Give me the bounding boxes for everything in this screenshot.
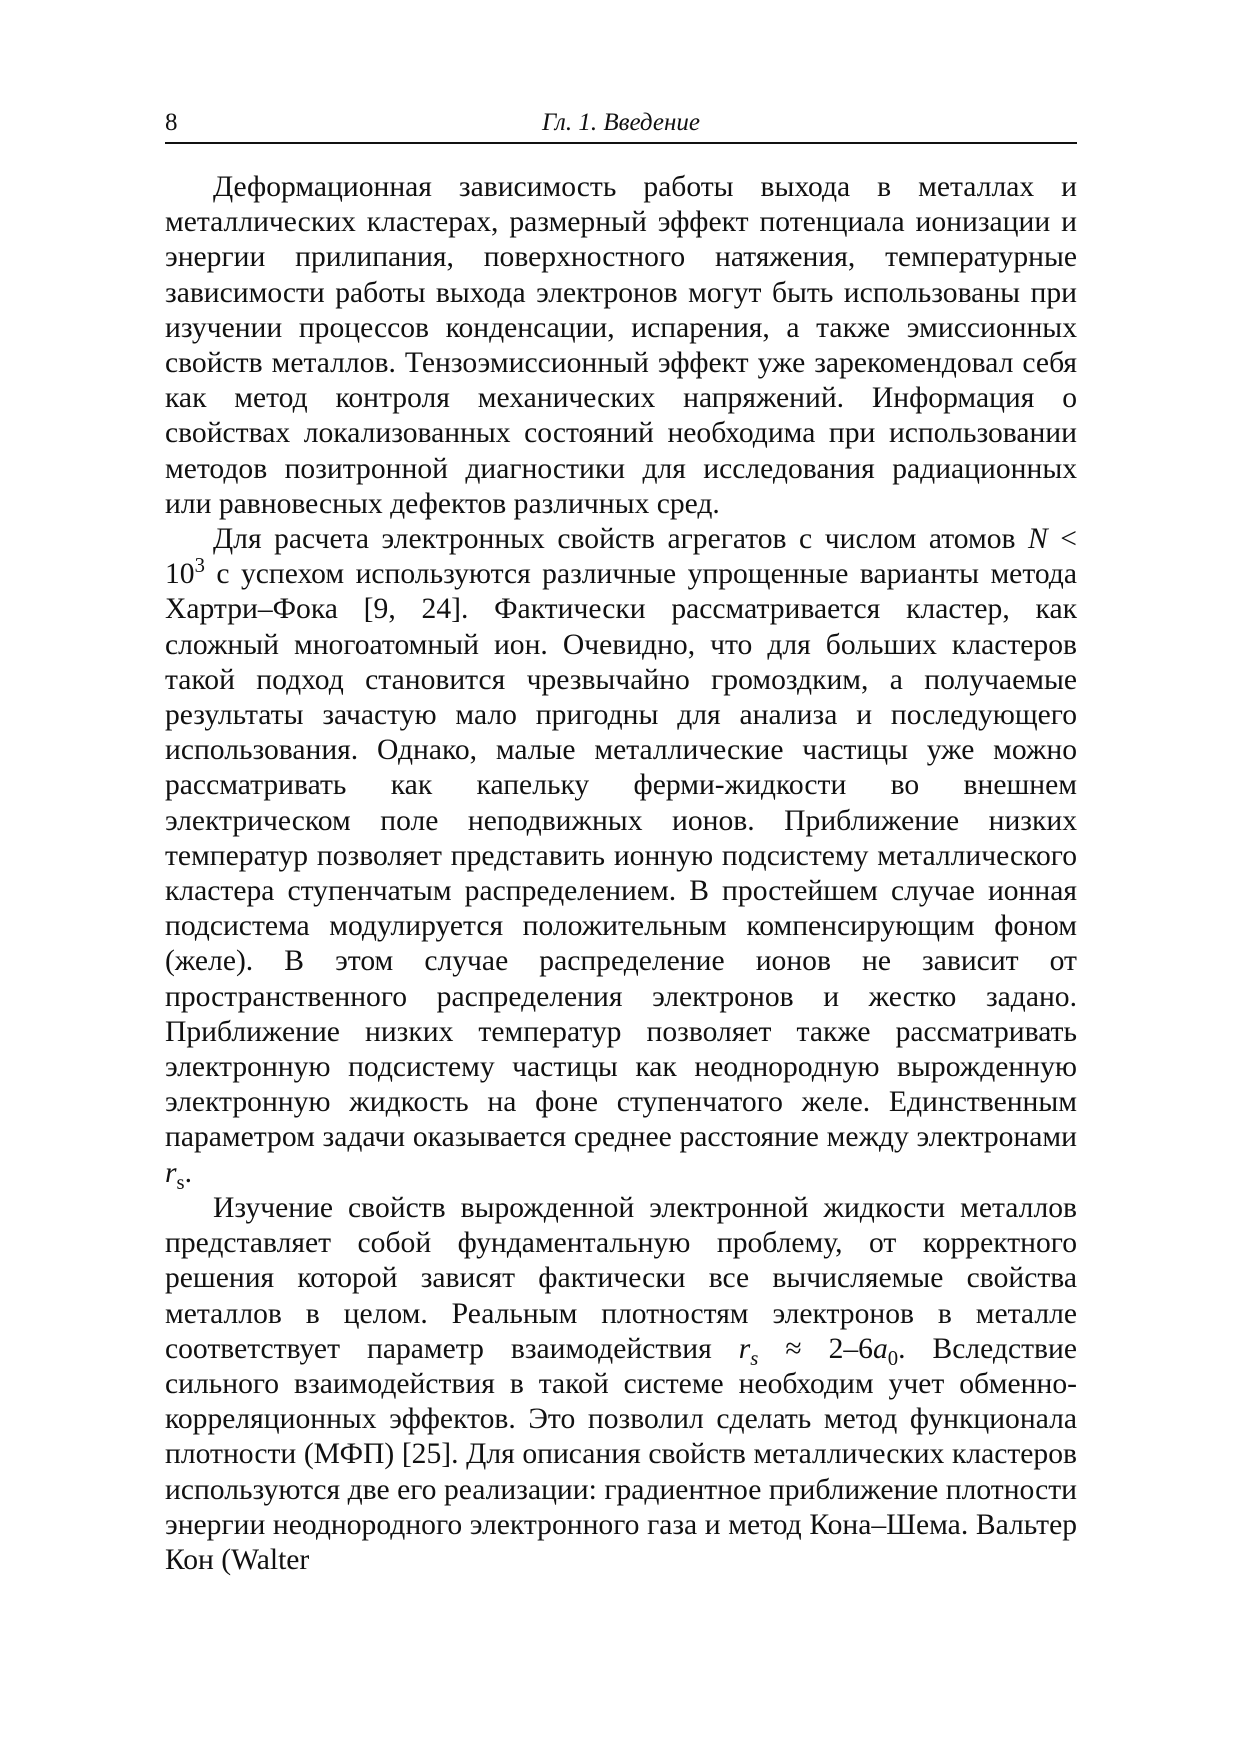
paragraph-text: Изучение свойств вырожденной электронной жидкости металлов представляет собой фундаментальную проблему, от корректного решения которой зависят фактически все вычисляемые свойства металлов в целом. Реальным плотностям электронов в металле соответствует параметр взаимодействия <box>165 1191 1077 1365</box>
math-variable: N <box>1028 523 1048 556</box>
paragraph-text: Для расчета электронных свойств агрегатов с числом атомов <box>213 523 1029 556</box>
paragraph-text: . Вследствие сильного взаимодействия в такой системе необходим учет обменно-корреляционных эффектов. Это позволил сделать метод функционала плотности (МФП) [25]. Для описания свойств металлических кластеров используются две его реализации: градиентное приближение плотности энергии неоднородного электронного газа и метод Кона–Шема. Вальтер Кон (Walter <box>165 1332 1078 1576</box>
math-expression: ≈ 2–6 <box>758 1332 873 1365</box>
math-variable: r <box>738 1332 751 1365</box>
math-subscript: s <box>176 1171 185 1194</box>
math-variable: r <box>165 1156 177 1189</box>
paragraph: Деформационная зависимость работы выхода в металлах и металлических кластерах, размерный эффект потенциала ионизации и энергии прилипания, поверхностного натяжения, температурные зависимости работы выхода электронов могут быть использованы при изучении процессов конденсации, испарения, а также эмиссионных свойств металлов. Тензоэмиссионный эффект уже зарекомендовал себя как метод контроля механических напряжений. Информация о свойствах локализованных состояний необходима при использовании методов позитронной диагностики для исследования радиационных или равновесных дефектов различных сред. <box>165 171 1077 520</box>
math-subscript: s <box>750 1347 759 1370</box>
page-number: 8 <box>165 109 178 136</box>
page <box>165 108 1077 1578</box>
math-expression: < 10 <box>165 523 1077 591</box>
chapter-title: Гл. 1. Введение <box>542 109 700 136</box>
paragraph <box>165 522 1077 1194</box>
math-subscript: 0 <box>887 1347 899 1370</box>
running-header <box>165 108 1077 144</box>
math-variable: a <box>872 1332 888 1365</box>
math-exponent: 3 <box>194 555 205 578</box>
paragraph-text: с успехом используются различные упрощенные варианты метода Хартри–Фока [9, 24]. Фактически рассматривается кластер, как сложный многоатомный ион. Очевидно, что для больших кластеров такой подход становится чрезвычайно громоздким, а получаемые результаты зачастую мало пригодны для анализа и последующего использования. Однако, малые металлические частицы уже можно рассматривать как капельку ферми-жидкости во внешнем электрическом поле неподвижных ионов. Приближение низких температур позволяет представить ионную подсистему металлического кластера ступенчатым распределением. В простейшем случае ионная подсистема модулируется положительным компенсирующим фоном (желе). В этом случае распределение ионов не зависит от пространственного распределения электронов и жестко задано. Приближение низких температур позволяет также рассматривать электронную подсистему частицы как неоднородную вырожденную электронную жидкость на фоне ступенчатого желе. Единственным параметром задачи оказывается среднее расстояние между электронами <box>165 558 1077 1154</box>
paragraph-text: . <box>184 1156 193 1189</box>
paragraph <box>165 1191 1077 1578</box>
body-text <box>165 170 1077 1578</box>
